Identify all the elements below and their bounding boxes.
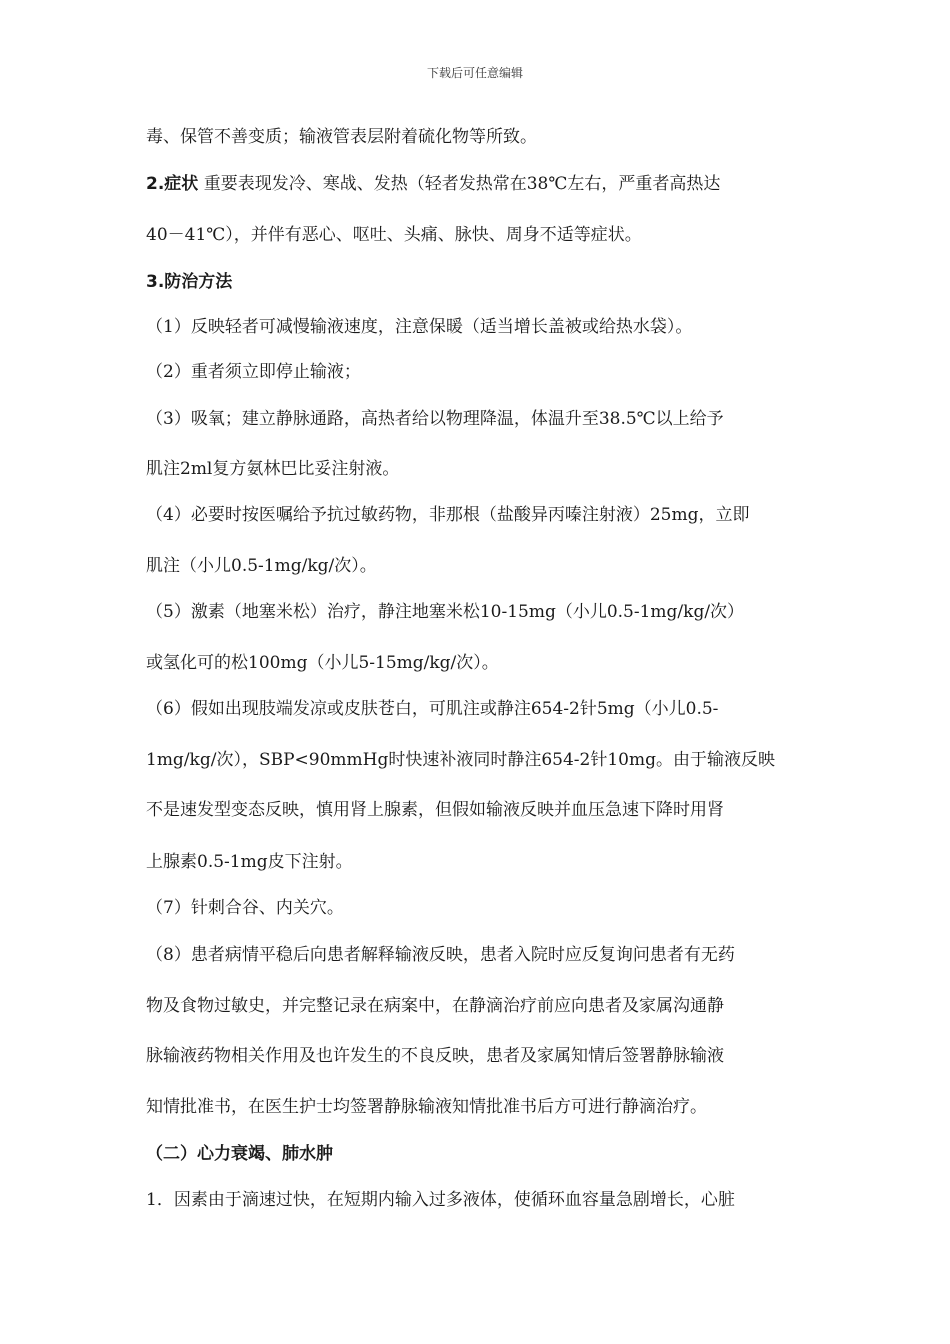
- paragraph-line: [146, 316, 816, 338]
- line-text: 40－41℃），并伴有恶心、呕吐、头痛、脉快、周身不适等症状。: [146, 225, 642, 245]
- paragraph-line: [146, 1189, 816, 1211]
- line-text: 重要表现发冷、寒战、发热（轻者发热常在38℃左右，严重者高热达: [198, 174, 721, 194]
- paragraph-line: [146, 555, 816, 577]
- line-text: 不是速发型变态反映，慎用肾上腺素，但假如输液反映并血压急速下降时用肾: [146, 800, 724, 820]
- paragraph-line: [146, 1096, 816, 1118]
- paragraph-line: [146, 458, 816, 480]
- paragraph-line: [146, 749, 816, 771]
- paragraph-line: [146, 698, 816, 720]
- line-text: （4）必要时按医嘱给予抗过敏药物，非那根（盐酸异丙嗪注射液）25mg，立即: [146, 505, 750, 525]
- line-text: 物及食物过敏史，并完整记录在病案中，在静滴治疗前应向患者及家属沟通静: [146, 996, 724, 1016]
- line-text: （3）吸氧；建立静脉通路，高热者给以物理降温，体温升至38.5℃以上给予: [146, 409, 724, 429]
- line-text: 肌注2ml复方氨林巴比妥注射液。: [146, 459, 400, 479]
- line-text: 知情批准书，在医生护士均签署静脉输液知情批准书后方可进行静滴治疗。: [146, 1097, 707, 1117]
- paragraph-line: [146, 799, 816, 821]
- section-heading-heart-failure: （二）心力衰竭、肺水肿: [146, 1144, 333, 1164]
- line-text: 1．因素由于滴速过快，在短期内输入过多液体，使循环血容量急剧增长，心脏: [146, 1190, 735, 1210]
- paragraph-line: [146, 995, 816, 1017]
- paragraph-line: [146, 601, 816, 623]
- heading-text: 2.症状: [146, 174, 199, 194]
- section-heading-treatment: 3.防治方法: [146, 272, 233, 292]
- paragraph-line: [146, 408, 816, 430]
- line-text: 肌注（小儿0.5-1mg/kg/次）。: [146, 556, 377, 576]
- paragraph-line: [146, 504, 816, 526]
- paragraph-line: [146, 126, 816, 148]
- paragraph-line: [146, 944, 816, 966]
- paragraph-line: [146, 361, 816, 383]
- line-text: （8）患者病情平稳后向患者解释输液反映，患者入院时应反复询问患者有无药: [146, 945, 735, 965]
- line-text: （1）反映轻者可减慢输液速度，注意保暖（适当增长盖被或给热水袋）。: [146, 317, 693, 337]
- section-heading-symptoms: [146, 173, 816, 195]
- line-text: 1mg/kg/次），SBP<90mmHg时快速补液同时静注654-2针10mg。由于输液反映: [146, 750, 775, 770]
- line-text: （2）重者须立即停止输液；: [146, 362, 361, 382]
- paragraph-line: [146, 224, 816, 246]
- line-text: 脉输液药物相关作用及也许发生的不良反映，患者及家属知情后签署静脉输液: [146, 1046, 724, 1066]
- paragraph-line: [146, 851, 816, 873]
- line-text: （5）激素（地塞米松）治疗，静注地塞米松10-15mg（小儿0.5-1mg/kg/次）: [146, 602, 745, 622]
- line-text: （7）针刺合谷、内关穴。: [146, 898, 344, 918]
- paragraph-line: [146, 652, 816, 674]
- line-text: 或氢化可的松100mg（小儿5-15mg/kg/次）。: [146, 653, 499, 673]
- page-header: 下载后可任意编辑: [426, 66, 523, 80]
- line-text: 毒、保管不善变质；输液管表层附着硫化物等所致。: [146, 127, 537, 147]
- paragraph-line: [146, 1045, 816, 1067]
- line-text: （6）假如出现肢端发凉或皮肤苍白，可肌注或静注654-2针5mg（小儿0.5-: [146, 699, 719, 719]
- paragraph-line: [146, 897, 816, 919]
- line-text: 上腺素0.5-1mg皮下注射。: [146, 852, 353, 872]
